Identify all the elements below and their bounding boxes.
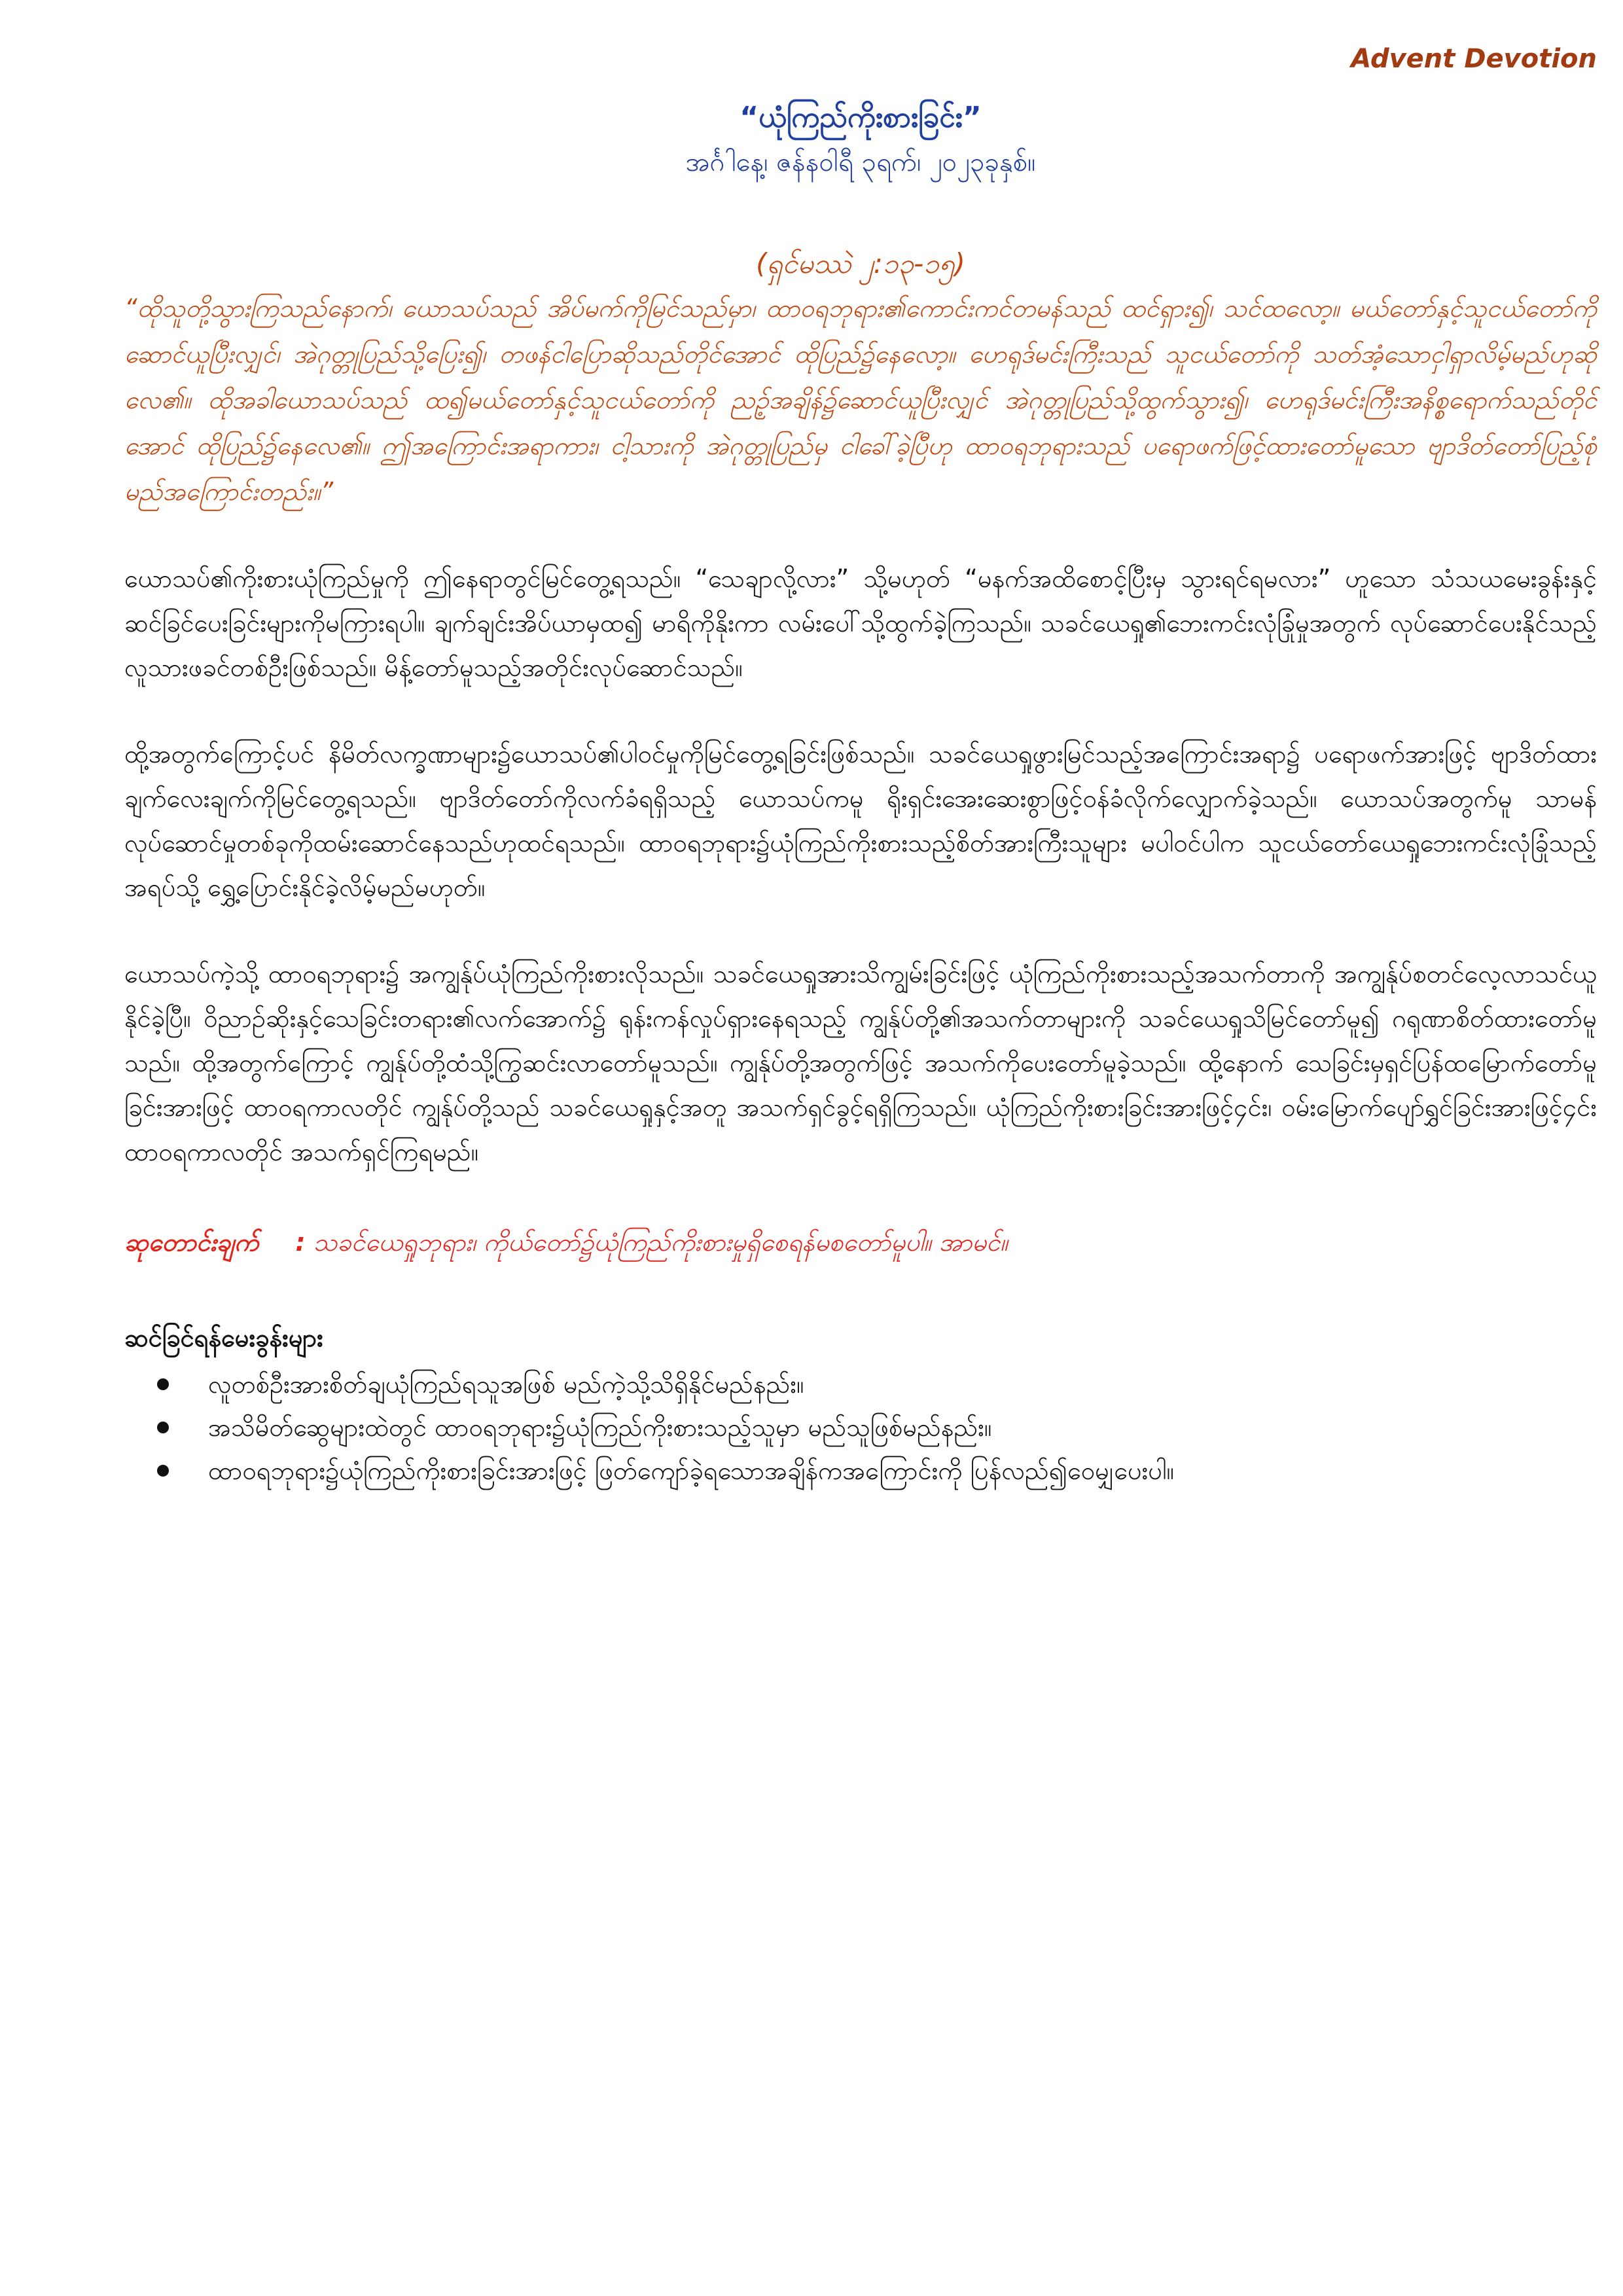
document-page xyxy=(124,39,1597,1492)
list-item xyxy=(157,1449,1597,1492)
prayer-line xyxy=(124,1220,1597,1265)
header-tag: Advent Devotion xyxy=(1351,44,1597,74)
reflection-question: ထာဝရဘုရား၌ယုံကြည်ကိုးစားခြင်းအားဖြင့် ဖြတ်ကျော်ခဲ့ရသောအချိန်ကအကြောင်းကို ပြန်လည်၍ဝေမျှပေးပါ။ xyxy=(208,1456,1175,1485)
reflection-title: ဆင်ခြင်ရန်မေးခွန်းများ xyxy=(124,1323,323,1352)
bullet-icon xyxy=(157,1422,169,1433)
prayer-separator: : xyxy=(295,1228,306,1257)
scripture-reference: (ရှင်မဿဲ ၂:၁၃-၁၅) xyxy=(756,247,965,279)
reflection-question-list xyxy=(124,1363,1597,1492)
body-paragraph-2: ထို့အတွက်ကြောင့်ပင် နိမိတ်လက္ခဏာများ၌ယောသပ်၏ပါဝင်မှုကိုမြင်တွေ့ရခြင်းဖြစ်သည်။ သခင်ယေရှုဖွားမြင်သည့်အကြောင်းအရာ၌ ပရောဖက်အားဖြင့် ဗျာဒိတ်ထားချက်လေးချက်ကိုမြင်တွေ့ရသည်။ ဗျာဒိတ်တော်ကိုလက်ခံရရှိသည့် ယောသပ်ကမူ ရိုးရှင်းအေးဆေးစွာဖြင့်ဝန်ခံလိုက်လျှောက်ခဲ့သည်။ ယောသပ်အတွက်မူ သာမန်လုပ်ဆောင်မှုတစ်ခုကိုထမ်းဆောင်နေသည်ဟုထင်ရသည်။ ထာဝရဘုရား၌ယုံကြည်ကိုးစားသည့်စိတ်အားကြီးသူများ မပါဝင်ပါက သူငယ်တော်ယေရှုဘေးကင်းလုံခြုံသည့်အရပ်သို့ ရွှေ့ပြောင်းနိုင်ခဲ့လိမ့်မည်မဟုတ်။ xyxy=(124,740,1597,902)
bullet-icon xyxy=(157,1465,169,1477)
prayer-text: သခင်ယေရှုဘုရား၊ ကိုယ်တော်၌ယုံကြည်ကိုးစားမှုရှိစေရန်မစတော်မူပါ။ အာမင်။ xyxy=(313,1228,1008,1257)
devotion-title: “ယုံကြည်ကိုးစားခြင်း” xyxy=(740,101,982,134)
reflection-question: လူတစ်ဦးအားစိတ်ချယုံကြည်ရသူအဖြစ် မည်ကဲ့သို့သိရှိနိုင်မည်နည်း။ xyxy=(208,1370,804,1399)
body-paragraph-1: ယောသပ်၏ကိုးစားယုံကြည်မှုကို ဤနေရာတွင်မြင်တွေ့ရသည်။ “သေချာလို့လား” သို့မဟုတ် “မနက်အထိစောင့်ပြီးမှ သွားရင်ရမလား” ဟူသော သံသယမေးခွန်းနှင့်ဆင်ခြင်ပေးခြင်းများကိုမကြားရပါ။ ချက်ချင်းအိပ်ယာမှထ၍ မာရိကိုနိုးကာ လမ်းပေါ်သို့ထွက်ခဲ့ကြသည်။ သခင်ယေရှု၏ဘေးကင်းလုံခြုံမှုအတွက် လုပ်ဆောင်ပေးနိုင်သည့် လူသားဖခင်တစ်ဦးဖြစ်သည်။ မိန့်တော်မူသည့်အတိုင်းလုပ်ဆောင်သည်။ xyxy=(124,564,1597,682)
prayer-label: ဆုတောင်းချက် xyxy=(124,1228,259,1257)
list-item xyxy=(157,1363,1597,1406)
devotion-date: အင်္ဂါနေ့၊ ဇန်နဝါရီ ၃ရက်၊ ၂၀၂၃ခုနှစ်။ xyxy=(685,147,1036,177)
bullet-icon xyxy=(157,1378,169,1390)
scripture-text: “ထိုသူတို့သွားကြသည်နောက်၊ ယောသပ်သည် အိပ်မက်ကိုမြင်သည်မှာ၊ ထာဝရဘုရား၏ကောင်းကင်တမန်သည် ထင်ရှား၍၊ သင်ထလော့။ မယ်တော်နှင့်သူငယ်တော်ကို ဆောင်ယူပြီးလျှင်၊ အဲဂုတ္တုပြည်သို့ပြေး၍၊ တဖန်ငါပြောဆိုသည်တိုင်အောင် ထိုပြည်၌နေလော့။ ဟေရုဒ်မင်းကြီးသည် သူငယ်တော်ကို သတ်အံ့သောငှါရှာလိမ့်မည်ဟုဆိုလေ၏။ ထိုအခါယောသပ်သည် ထ၍မယ်တော်နှင့်သူငယ်တော်ကို ညဉ့်အချိန်၌ဆောင်ယူပြီးလျှင် အဲဂုတ္တုပြည်သို့ထွက်သွား၍၊ ဟေရုဒ်မင်းကြီးအနိစ္စရောက်သည်တိုင်အောင် ထိုပြည်၌နေလေ၏။ ဤအကြောင်းအရာကား၊ ငါ့သားကို အဲဂုတ္တုပြည်မှ ငါခေါ်ခဲ့ပြီဟု ထာဝရဘုရားသည် ပရောဖက်ဖြင့်ထားတော်မူသော ဗျာဒိတ်တော်ပြည့်စုံမည်အကြောင်းတည်း။” xyxy=(124,294,1597,506)
body-paragraph-3: ယောသပ်ကဲ့သို့ ထာဝရဘုရား၌ အကျွန်ုပ်ယုံကြည်ကိုးစားလိုသည်။ သခင်ယေရှုအားသိကျွမ်းခြင်းဖြင့် ယုံကြည်ကိုးစားသည့်အသက်တာကို အကျွန်ုပ်စတင်လေ့လာသင်ယူနိုင်ခဲ့ပြီ။ ဝိညာဉ်ဆိုးနှင့်သေခြင်းတရား၏လက်အောက်၌ ရုန်းကန်လှုပ်ရှားနေရသည့် ကျွန်ုပ်တို့၏အသက်တာများကို သခင်ယေရှုသိမြင်တော်မူ၍ ဂရုဏာစိတ်ထားတော်မူသည်။ ထို့အတွက်ကြောင့် ကျွန်ုပ်တို့ထံသို့ကြွဆင်းလာတော်မူသည်။ ကျွန်ုပ်တို့အတွက်ဖြင့် အသက်ကိုပေးတော်မူခဲ့သည်။ ထို့နောက် သေခြင်းမှရှင်ပြန်ထမြောက်တော်မူခြင်းအားဖြင့် ထာဝရကာလတိုင် ကျွန်ုပ်တို့သည် သခင်ယေရှုနှင့်အတူ အသက်ရှင်ခွင့်ရရှိကြသည်။ ယုံကြည်ကိုးစားခြင်းအားဖြင့်၄င်း၊ ဝမ်းမြောက်ပျော်ရွှင်ခြင်းအားဖြင့်၄င်း ထာဝရကာလတိုင် အသက်ရှင်ကြရမည်။ xyxy=(124,960,1597,1166)
list-item xyxy=(157,1406,1597,1449)
reflection-question: အသိမိတ်ဆွေများထဲတွင် ထာဝရဘုရား၌ယုံကြည်ကိုးစားသည့်သူမှာ မည်သူဖြစ်မည်နည်း။ xyxy=(208,1413,992,1442)
